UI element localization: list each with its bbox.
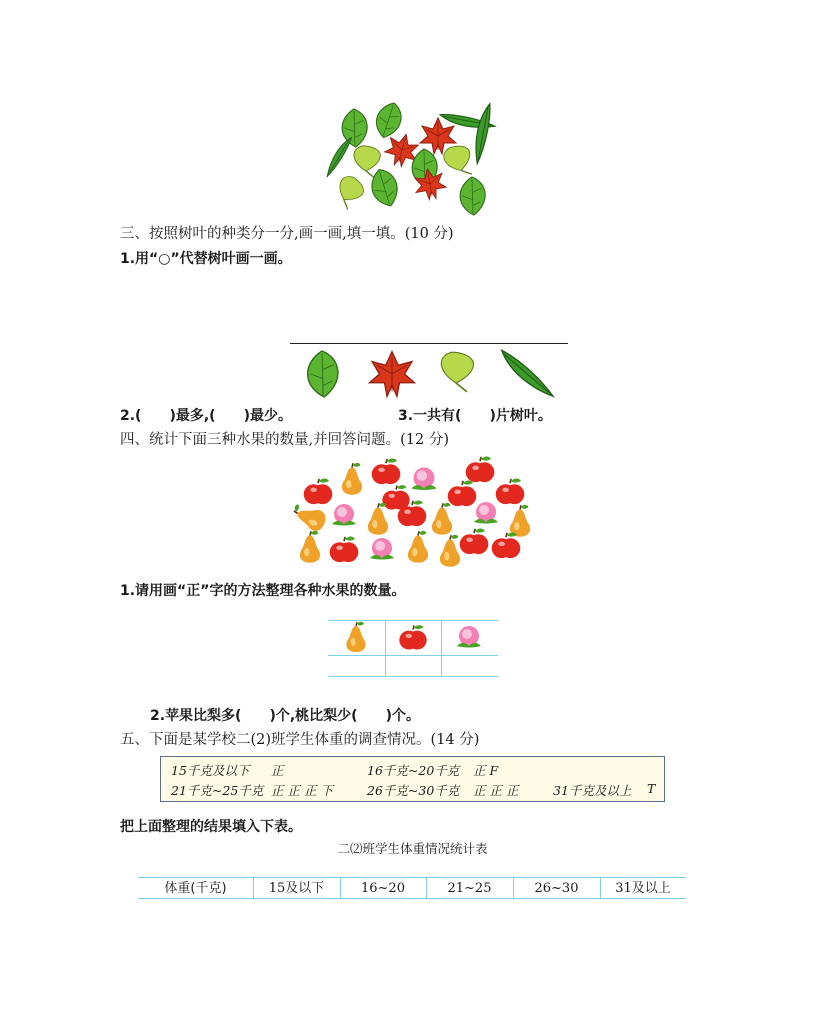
willow-leaf-icon	[502, 350, 553, 396]
ginkgo-leaf-icon	[441, 352, 473, 392]
section3-q1: 1.用“○”代替树叶画一画。	[120, 251, 292, 267]
col-header-15-below: 15及以下	[268, 881, 325, 896]
section5-instruction: 把上面整理的结果填入下表。	[120, 819, 302, 835]
apple-icon	[399, 625, 426, 649]
section5-heading: 五、下面是某学校二(2)班学生体重的调查情况。(14 分)	[120, 732, 480, 748]
survey-tally-2: 正 F	[473, 763, 499, 778]
section4-heading: 四、统计下面三种水果的数量,并回答问题。(12 分)	[120, 432, 449, 448]
survey-tally-1: 正	[271, 763, 284, 778]
survey-range-5: 31千克及以上	[553, 783, 632, 798]
peach-icon	[457, 626, 481, 648]
green-heart-leaf-icon	[308, 351, 338, 397]
section4-q2: 2.苹果比梨多( )个,桃比梨少( )个。	[150, 708, 420, 724]
fruit-cluster-illustration	[290, 454, 536, 570]
col-header-weight: 体重(千克)	[164, 881, 227, 896]
leaf-type-row	[296, 348, 558, 400]
section4-q1: 1.请用画“正”字的方法整理各种水果的数量。	[120, 583, 406, 599]
survey-range-4: 26千克~30千克	[367, 783, 460, 798]
survey-range-2: 16千克~20千克	[367, 763, 460, 778]
survey-range-1: 15千克及以下	[171, 763, 250, 778]
red-maple-leaf-icon	[370, 352, 415, 397]
weight-table-title: 二⑵班学生体重情况统计表	[337, 841, 488, 856]
section3-heading: 三、按照树叶的种类分一分,画一画,填一填。(10 分)	[120, 226, 454, 242]
col-header-16-20: 16~20	[361, 881, 405, 896]
survey-tally-5: T	[647, 781, 656, 796]
col-header-21-25: 21~25	[447, 881, 492, 896]
drawing-baseline	[290, 343, 568, 344]
survey-tally-4: 正 正 正	[473, 783, 519, 798]
survey-range-3: 21千克~25千克	[171, 783, 264, 798]
col-header-31-above: 31及以上	[615, 881, 671, 896]
leaf-cluster-illustration	[326, 98, 498, 220]
section3-q2: 2.( )最多,( )最少。	[120, 408, 292, 424]
pear-icon	[346, 622, 365, 652]
col-header-26-30: 26~30	[534, 881, 579, 896]
survey-tally-3: 正 正 正 下	[271, 783, 333, 798]
weight-survey-box	[160, 756, 665, 802]
section3-q3: 3.一共有( )片树叶。	[398, 408, 552, 424]
